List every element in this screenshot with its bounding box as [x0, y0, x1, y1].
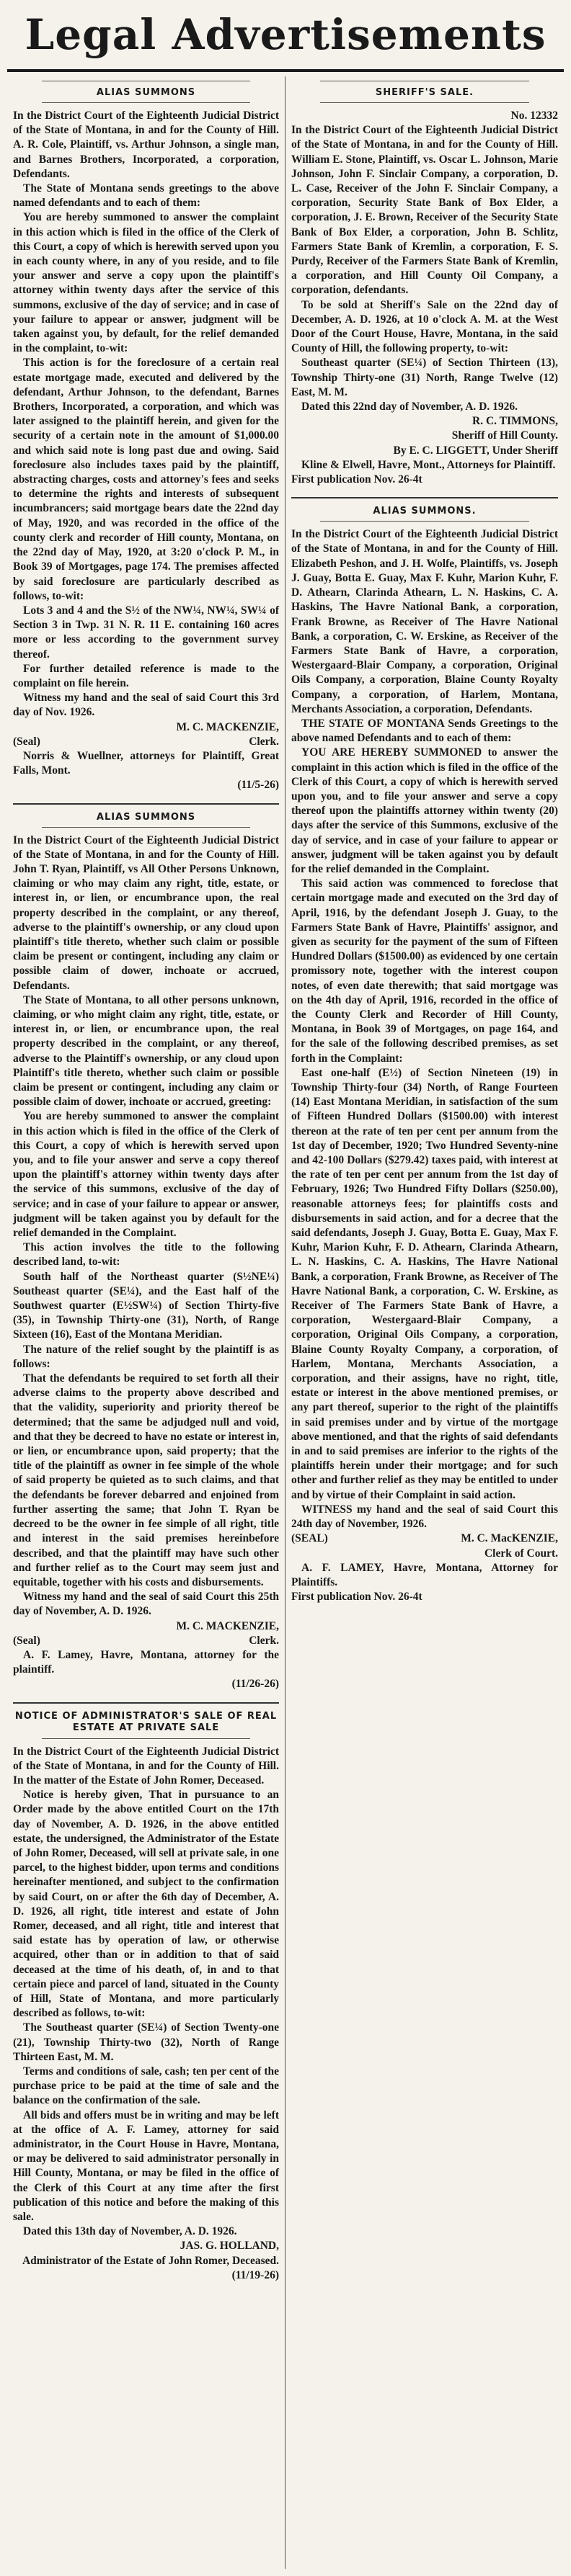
deputy-line: By E. C. LIGGETT, Under Sheriff: [393, 444, 558, 457]
notice-paragraph: YOU ARE HEREBY SUMMONED to answer the complaint in this action which is filed in the office of the Clerk of this Court, a copy of which is herewith served upon you, and to file your answer and serve a copy thereof upon the plaintiffs attorney within twenty (20) days after the service of this Summons, exclusive of the day of service, and in case of your failure to appear or answer, judgment will be taken against you by default for the relief demanded in the Complaint.: [291, 746, 558, 875]
notice-heading: NOTICE OF ADMINISTRATOR'S SALE OF REAL ESTATE AT PRIVATE SALE: [14, 1710, 278, 1733]
right-column: [286, 76, 564, 2569]
administrators-sale-notice: [13, 1711, 279, 2284]
notice-paragraph: East one-half (E½) of Section Nineteen (19) in Township Thirty-four (34) North, of Range Fourteen (14) East Montana Meridian, in satisfaction of the sum of Fifteen Hundred Dollars ($1500.00) with interest thereon at the rate of ten per cent per annum from the 1st day of December, 1920; Two Hundred Seventy-nine and 42-100 Dollars ($279.42) taxes paid, with interest at the rate of ten per cent per annum from the 1st day of February, 1926; Two Hundred Fifty Dollars ($250.00), reasonable attorneys fees; for plaintiffs costs and disbursements in said action, and for a decree that the said defendants, Joseph J. Guay, Botta E. Guay, Max F. Kuhr, Marion Kuhr, F. D. Athearn, Clarinda Athearn, L. N. Haskins, C. A. Haskins, The Havre National Bank, a corporation, Frank Browne, as Receiver of The Havre National Bank, a corporation, C. W. Erskine, as Receiver of The Farmers State Bank of Havre, a corporation, Westergaard-Blair Company, a corporation, Original Oils Company, a corporation, Blaine County Royalty Company, a corporation, of Harlem, Montana, Merchants Association, a corporation, and their assigns, have no right, title, estate or interest in the above mentioned premises, or any part thereof, superior to the right of the plaintiffs in said premises under and by virtue of the mortgage above mentioned, and that the rights of said defendants in and to said premises are inferior to the rights of the plaintiffs herein under their mortgage; and for such other and further relief as they may be entitled to under and by virtue of their Complaint in said action.: [291, 1066, 558, 1501]
divider: [320, 102, 529, 103]
notice-paragraph: This said action was commenced to foreclose that certain mortgage made and executed on the 3rd day of April, 1916, by the defendant Joseph J. Guay, to the Farmers State Bank of Havre, Plaintiffs' assignor, and given as security for the payment of the sum of Fifteen Hundred Dollars ($1500.00) as evidenced by one certain promissory note, together with the interest coupon notes, of even date therewith; that said mortgage was on the 4th day of April, 1916, recorded in the office of the County Clerk and Recorder of Hill County, Montana, in Book 39 of Mortgages, on page 164, and for the sale of the following described premises, as set forth in the Complaint:: [291, 877, 558, 1065]
seal-label: (Seal): [13, 1634, 40, 1647]
divider: [42, 827, 250, 828]
signer-name: M. C. MacKENZIE,: [461, 1532, 558, 1545]
signer-name: JAS. G. HOLLAND,: [180, 2240, 279, 2253]
publication-dates: (11/19-26): [231, 2268, 279, 2281]
seal-label: (SEAL): [291, 1532, 328, 1545]
notice-paragraph: Southeast quarter (SE¼) of Section Thirteen (13), Township Thirty-one (31) North, Range Twelve (12) East, M. M.: [291, 357, 558, 398]
left-column: [7, 76, 286, 2569]
notice-separator: [291, 497, 558, 498]
seal-row: [291, 1531, 558, 1546]
notice-paragraph: Witness my hand and the seal of said Court this 3rd day of Nov. 1926.: [13, 692, 279, 719]
notice-heading: ALIAS SUMMONS: [96, 811, 196, 823]
publication-dates: (11/26-26): [231, 1678, 279, 1691]
signer-name: R. C. TIMMONS,: [472, 415, 558, 428]
notice-paragraph: Dated this 13th day of November, A. D. 1926.: [23, 2225, 237, 2238]
notice-paragraph: In the District Court of the Eighteenth Judicial District of the State of Montana, in and for the County of Hill. In the matter of the Estate of John Romer, Deceased.: [13, 1745, 279, 1786]
seal-label: (Seal): [13, 735, 40, 748]
publication-dates: First publication Nov. 26-4t: [291, 1591, 422, 1604]
divider: [320, 521, 529, 522]
divider: [42, 102, 250, 103]
notice-separator: [13, 803, 279, 805]
alias-summons-cole: [13, 81, 279, 793]
divider: [42, 1738, 250, 1739]
notice-paragraph: Witness my hand and the seal of said Court this 25th day of November, A. D. 1926.: [13, 1591, 279, 1618]
notice-paragraph: Terms and conditions of sale, cash; ten per cent of the purchase price to be paid at the time of sale and the balance on the confirmation of the sale.: [13, 2065, 279, 2107]
signer-name: M. C. MACKENZIE,: [176, 1619, 279, 1632]
notice-paragraph: The Southeast quarter (SE¼) of Section Twenty-one (21), Township Thirty-two (32), North of Range Thirteen East, M. M.: [13, 2021, 279, 2063]
columns: [7, 76, 564, 2569]
notice-paragraph: The nature of the relief sought by the plaintiff is as follows:: [13, 1343, 279, 1370]
notice-separator: [13, 1702, 279, 1704]
attorneys-line: Norris & Wuellner, attorneys for Plaintiff, Great Falls, Mont.: [13, 749, 279, 777]
seal-row: [13, 1634, 279, 1648]
notice-paragraph: You are hereby summoned to answer the complaint in this action which is filed in the office of the Clerk of this Court, a copy of which is herewith served upon you, and to file your answer and serve a copy thereof upon the plaintiff's attorney within twenty days after the service of this summons, exclusive of the day of service; and in case of your failure to appear or answer, judgment will be taken against you by default for the relief demanded in the Complaint.: [13, 1110, 279, 1240]
notice-paragraph: You are hereby summoned to answer the complaint in this action which is filed in the office of the Clerk of this Court, a copy of which is herewith served upon you in each county where, in any of you reside, and to file your answer and serve a copy upon the plaintiff's attorney within twenty days after the service of this summons, exclusive of the day of service; and in case of your failure to appear or answer, judgment will be taken against you, by default, for the relief demanded in the complaint, to-wit:: [13, 211, 279, 355]
notice-paragraph: For further detailed reference is made to the complaint on file herein.: [13, 662, 279, 689]
publication-dates: First publication Nov. 26-4t: [291, 473, 422, 486]
notice-paragraph: In the District Court of the Eighteenth Judicial District of the State of Montana, in and for the County of Hill. John T. Ryan, Plaintiff, vs All Other Persons Unknown, claiming or who may claim any right, title, estate, or interest in, or lien, or encumbrance upon, the real property described in the complaint, or any thereof, adverse to the plaintiff's ownership, or any cloud upon plaintiff's title thereto, whether such claim or possible claim be present or contingent, including any claim or possible claim of dower, inchoate or accrued, Defendants.: [13, 833, 279, 992]
notice-paragraph: South half of the Northeast quarter (S½NE¼) Southeast quarter (SE¼), and the East half of the Southwest quarter (E½SW¼) of Section Thirty-five (35), in Township Thirty-one (31), North, of Range Sixteen (16), East of the Montana Meridian.: [13, 1270, 279, 1341]
notice-paragraph: WITNESS my hand and the seal of said Court this 24th day of November, 1926.: [291, 1503, 558, 1531]
notice-paragraph: THE STATE OF MONTANA Sends Greetings to the above named Defendants and to each of them:: [291, 717, 558, 745]
notice-paragraph: In the District Court of the Eighteenth Judicial District of the State of Montana, in and for the County of Hill. A. R. Cole, Plaintiff, vs. Arthur Johnson, a single man, and Barnes Brothers, Incorporated, a corporation, Defendants.: [13, 109, 279, 180]
signer-office: Sheriff of Hill County.: [451, 429, 558, 442]
clerk-label: Clerk.: [249, 1634, 279, 1647]
signer-name: M. C. MACKENZIE,: [176, 720, 279, 733]
sheriffs-sale-notice: [291, 81, 558, 487]
attorneys-line: A. F. LAMEY, Havre, Montana, Attorney for Plaintiffs.: [291, 1561, 558, 1588]
notice-paragraph: Dated this 22nd day of November, A. D. 1926.: [301, 401, 518, 413]
clerk-label: Clerk.: [249, 735, 279, 748]
notice-heading: SHERIFF'S SALE.: [375, 87, 474, 98]
signer-role: Administrator of the Estate of John Romer, Deceased.: [22, 2254, 279, 2267]
notice-paragraph: Notice is hereby given, That in pursuance to an Order made by the above entitled Court on the 17th day of November, A. D. 1926, in the above entitled estate, the undersigned, the Administrator of the Estate of John Romer, Deceased, will sell at private sale, in one parcel, to the highest bidder, upon terms and conditions hereinafter mentioned, and subject to the confirmation by said Court, on or after the 6th day of December, A. D. 1926, all right, title interest and estate of John Romer, deceased, and all right, title and interest that said estate has by operation of law, or otherwise acquired, other than or in addition to that of said deceased at the time of his death, of, in and to that certain piece and parcel of land, situated in the County of Hill, State of Montana, and more particularly described as follows, to-wit:: [13, 1789, 279, 2020]
notice-paragraph: This action involves the title to the following described land, to-wit:: [13, 1241, 279, 1269]
case-number: No. 12332: [510, 109, 558, 122]
notice-paragraph: All bids and offers must be in writing and may be left at the office of A. F. Lamey, attorney for said administrator, in the Court House in Havre, Montana, or may be delivered to said administrator personally in Hill County, Montana, or may be filed in the office of the Clerk of this Court at any time after the first publication of this notice and before the making of this sale.: [13, 2108, 279, 2224]
alias-summons-ryan: [13, 812, 279, 1692]
page-title: Legal Advertisements: [7, 0, 564, 72]
notice-paragraph: Lots 3 and 4 and the S½ of the NW¼, NW¼, SW¼ of Section 3 in Twp. 31 N. R. 11 E. containing 160 acres more or less according to the government survey thereof.: [13, 604, 279, 661]
publication-dates: (11/5-26): [237, 779, 279, 792]
notice-paragraph: That the defendants be required to set forth all their adverse claims to the property above described and that the validity, superiority and priority thereof be determined; that the same be adjudged null and void, and that they be decreed to have no estate or interest in, or lien, or encumbrance upon, said property; that the title of the plaintiff as owner in fee simple of the whole of said property be quieted as to such claims, and that the defendants be forever debarred and enjoined from further asserting the same; that John T. Ryan be decreed to be the owner in fee simple of all right, title and interest in the said premises hereinbefore described, and that the plaintiff may have such other and further relief as to the Court may seem just and equitable, together with his costs and disbursements.: [13, 1372, 279, 1588]
attorneys-line: Kline & Elwell, Havre, Mont., Attorneys for Plaintiff.: [301, 458, 556, 471]
clerk-label: Clerk of Court.: [484, 1547, 558, 1560]
seal-row: [13, 735, 279, 749]
notice-heading: ALIAS SUMMONS.: [373, 506, 477, 517]
attorneys-line: A. F. Lamey, Havre, Montana, attorney for the plaintiff.: [13, 1648, 279, 1676]
notice-paragraph: In the District Court of the Eighteenth Judicial District of the State of Montana, in and for the County of Hill. William E. Stone, Plaintiff, vs. Oscar L. Johnson, Marie Johnson, John F. Sinclair Company, a corporation, D. L. Case, Receiver of the John F. Sinclair Company, a corporation, Security State Bank of Box Elder, a corporation, J. E. Brown, Receiver of the Security State Bank of Box Elder, a corporation, John B. Schlitz, Farmers State Bank of Kremlin, a corporation, F. S. Purdy, Receiver of the Farmers State Bank of Kremlin, a corporation, and Hill County Oil Company, a corporation, defendants.: [291, 124, 558, 297]
notice-heading: ALIAS SUMMONS: [96, 87, 196, 98]
notice-paragraph: To be sold at Sheriff's Sale on the 22nd day of December, A. D. 1926, at 10 o'clock A. M. at the West Door of the Court House, Havre, Montana, in the said County of Hill, the following property, to-wit:: [291, 298, 558, 355]
notice-paragraph: The State of Montana, to all other persons unknown, claiming, or who might claim any right, title, estate, or interest in, or lien, or encumbrance upon, the real property described in the complaint, or any thereof, adverse to the Plaintiff's ownership, or any cloud upon Plaintiff's title thereto, whether such claim or possible claim be present or contingent, including any claim or possible claim of dower, inchoate or accrued, greeting:: [13, 993, 279, 1109]
notice-paragraph: In the District Court of the Eighteenth Judicial District of the State of Montana, in and for the County of Hill. Elizabeth Peshon, and J. H. Wolfe, Plaintiffs, vs. Joseph J. Guay, Botta E. Guay, Max F. Kuhr, Marion Kuhr, F. D. Athearn, Clarinda Athearn, L. N. Haskins, C. A. Haskins, The Havre National Bank, a corporation, Frank Browne, as Receiver of The Havre National Bank, a corporation, C. W. Erskine, as Receiver of the Farmers State Bank of Havre, a corporation, Westergaard-Blair Company, a corporation, Original Oils Company, a corporation, Blaine County Royalty Company, a corporation, of Harlem, Montana, Merchants Association, a corporation, Defendants.: [291, 528, 558, 715]
notice-paragraph: The State of Montana sends greetings to the above named defendants and to each of them:: [13, 182, 279, 210]
notice-paragraph: This action is for the foreclosure of a certain real estate mortgage made, executed and delivered by the defendant, Arthur Johnson, to the defendant, Barnes Brothers, Incorporated, a corporation, and which was later assigned to the plaintiff herein, and given for the security of a certain note in the amount of $1,000.00 and which said note is long past due and owing. Said foreclosure also includes taxes paid by the plaintiff, abstracting charges, costs and attorney's fees and seeks to determine the rights and interests of subsequent incumbrancers; said mortgage bears date the 22nd day of May, 1920, and was recorded in the office of the county clerk and recorder of Hill county, Montana, on the 22nd day of May, 1920, at 3:20 o'clock P. M., in Book 39 of Mortgages, page 174. The premises affected by said foreclosure are particularly described as follows, to-wit:: [13, 357, 279, 602]
alias-summons-peshon: [291, 506, 558, 1604]
